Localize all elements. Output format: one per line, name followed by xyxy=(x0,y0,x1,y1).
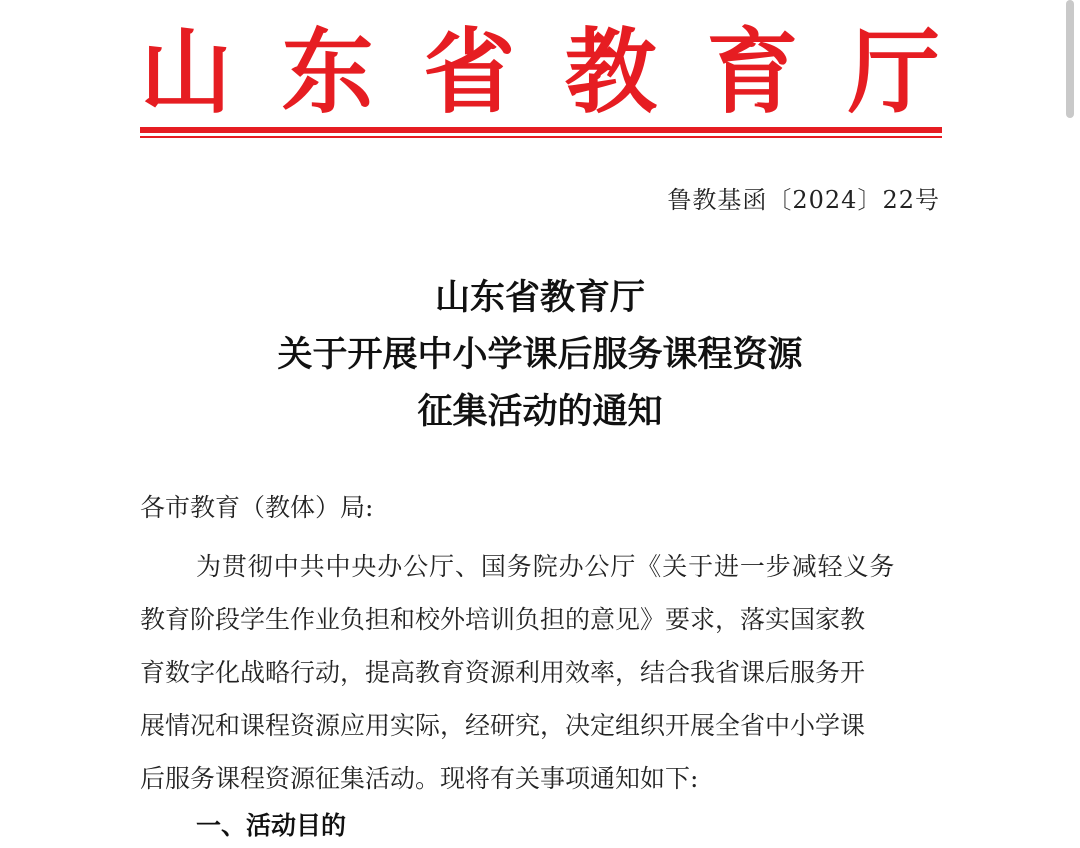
body-line: 展情况和课程资源应用实际，经研究，决定组织开展全省中小学课 xyxy=(140,711,866,740)
org-char: 厅 xyxy=(847,18,940,126)
title-line: 征集活动的通知 xyxy=(417,392,663,432)
document-title xyxy=(0,270,1080,441)
title-line: 关于开展中小学课后服务课程资源 xyxy=(277,335,803,375)
org-char: 省 xyxy=(423,18,516,126)
document-number: 鲁教基函〔2024〕22号 xyxy=(667,186,940,214)
body-line: 为贯彻中共中央办公厅、国务院办公厅《关于进一步减轻义务 xyxy=(196,552,896,581)
title-line: 山东省教育厅 xyxy=(434,278,645,318)
document-header-org-name xyxy=(140,18,940,126)
body-paragraph xyxy=(140,540,940,805)
body-line: 教育阶段学生作业负担和校外培训负担的意见》要求，落实国家教 xyxy=(140,605,866,634)
header-divider-thick xyxy=(140,127,942,133)
scrollbar-thumb[interactable] xyxy=(1066,0,1074,118)
header-divider-thin xyxy=(140,136,942,138)
body-line: 育数字化战略行动，提高教育资源利用效率，结合我省课后服务开 xyxy=(140,658,866,687)
org-char: 东 xyxy=(281,18,374,126)
org-char: 教 xyxy=(564,18,657,126)
body-line: 后服务课程资源征集活动。现将有关事项通知如下: xyxy=(140,764,699,793)
org-char: 育 xyxy=(706,18,799,126)
section-heading: 一、活动目的 xyxy=(196,811,347,840)
org-char: 山 xyxy=(140,18,233,126)
salutation: 各市教育（教体）局: xyxy=(140,493,374,522)
